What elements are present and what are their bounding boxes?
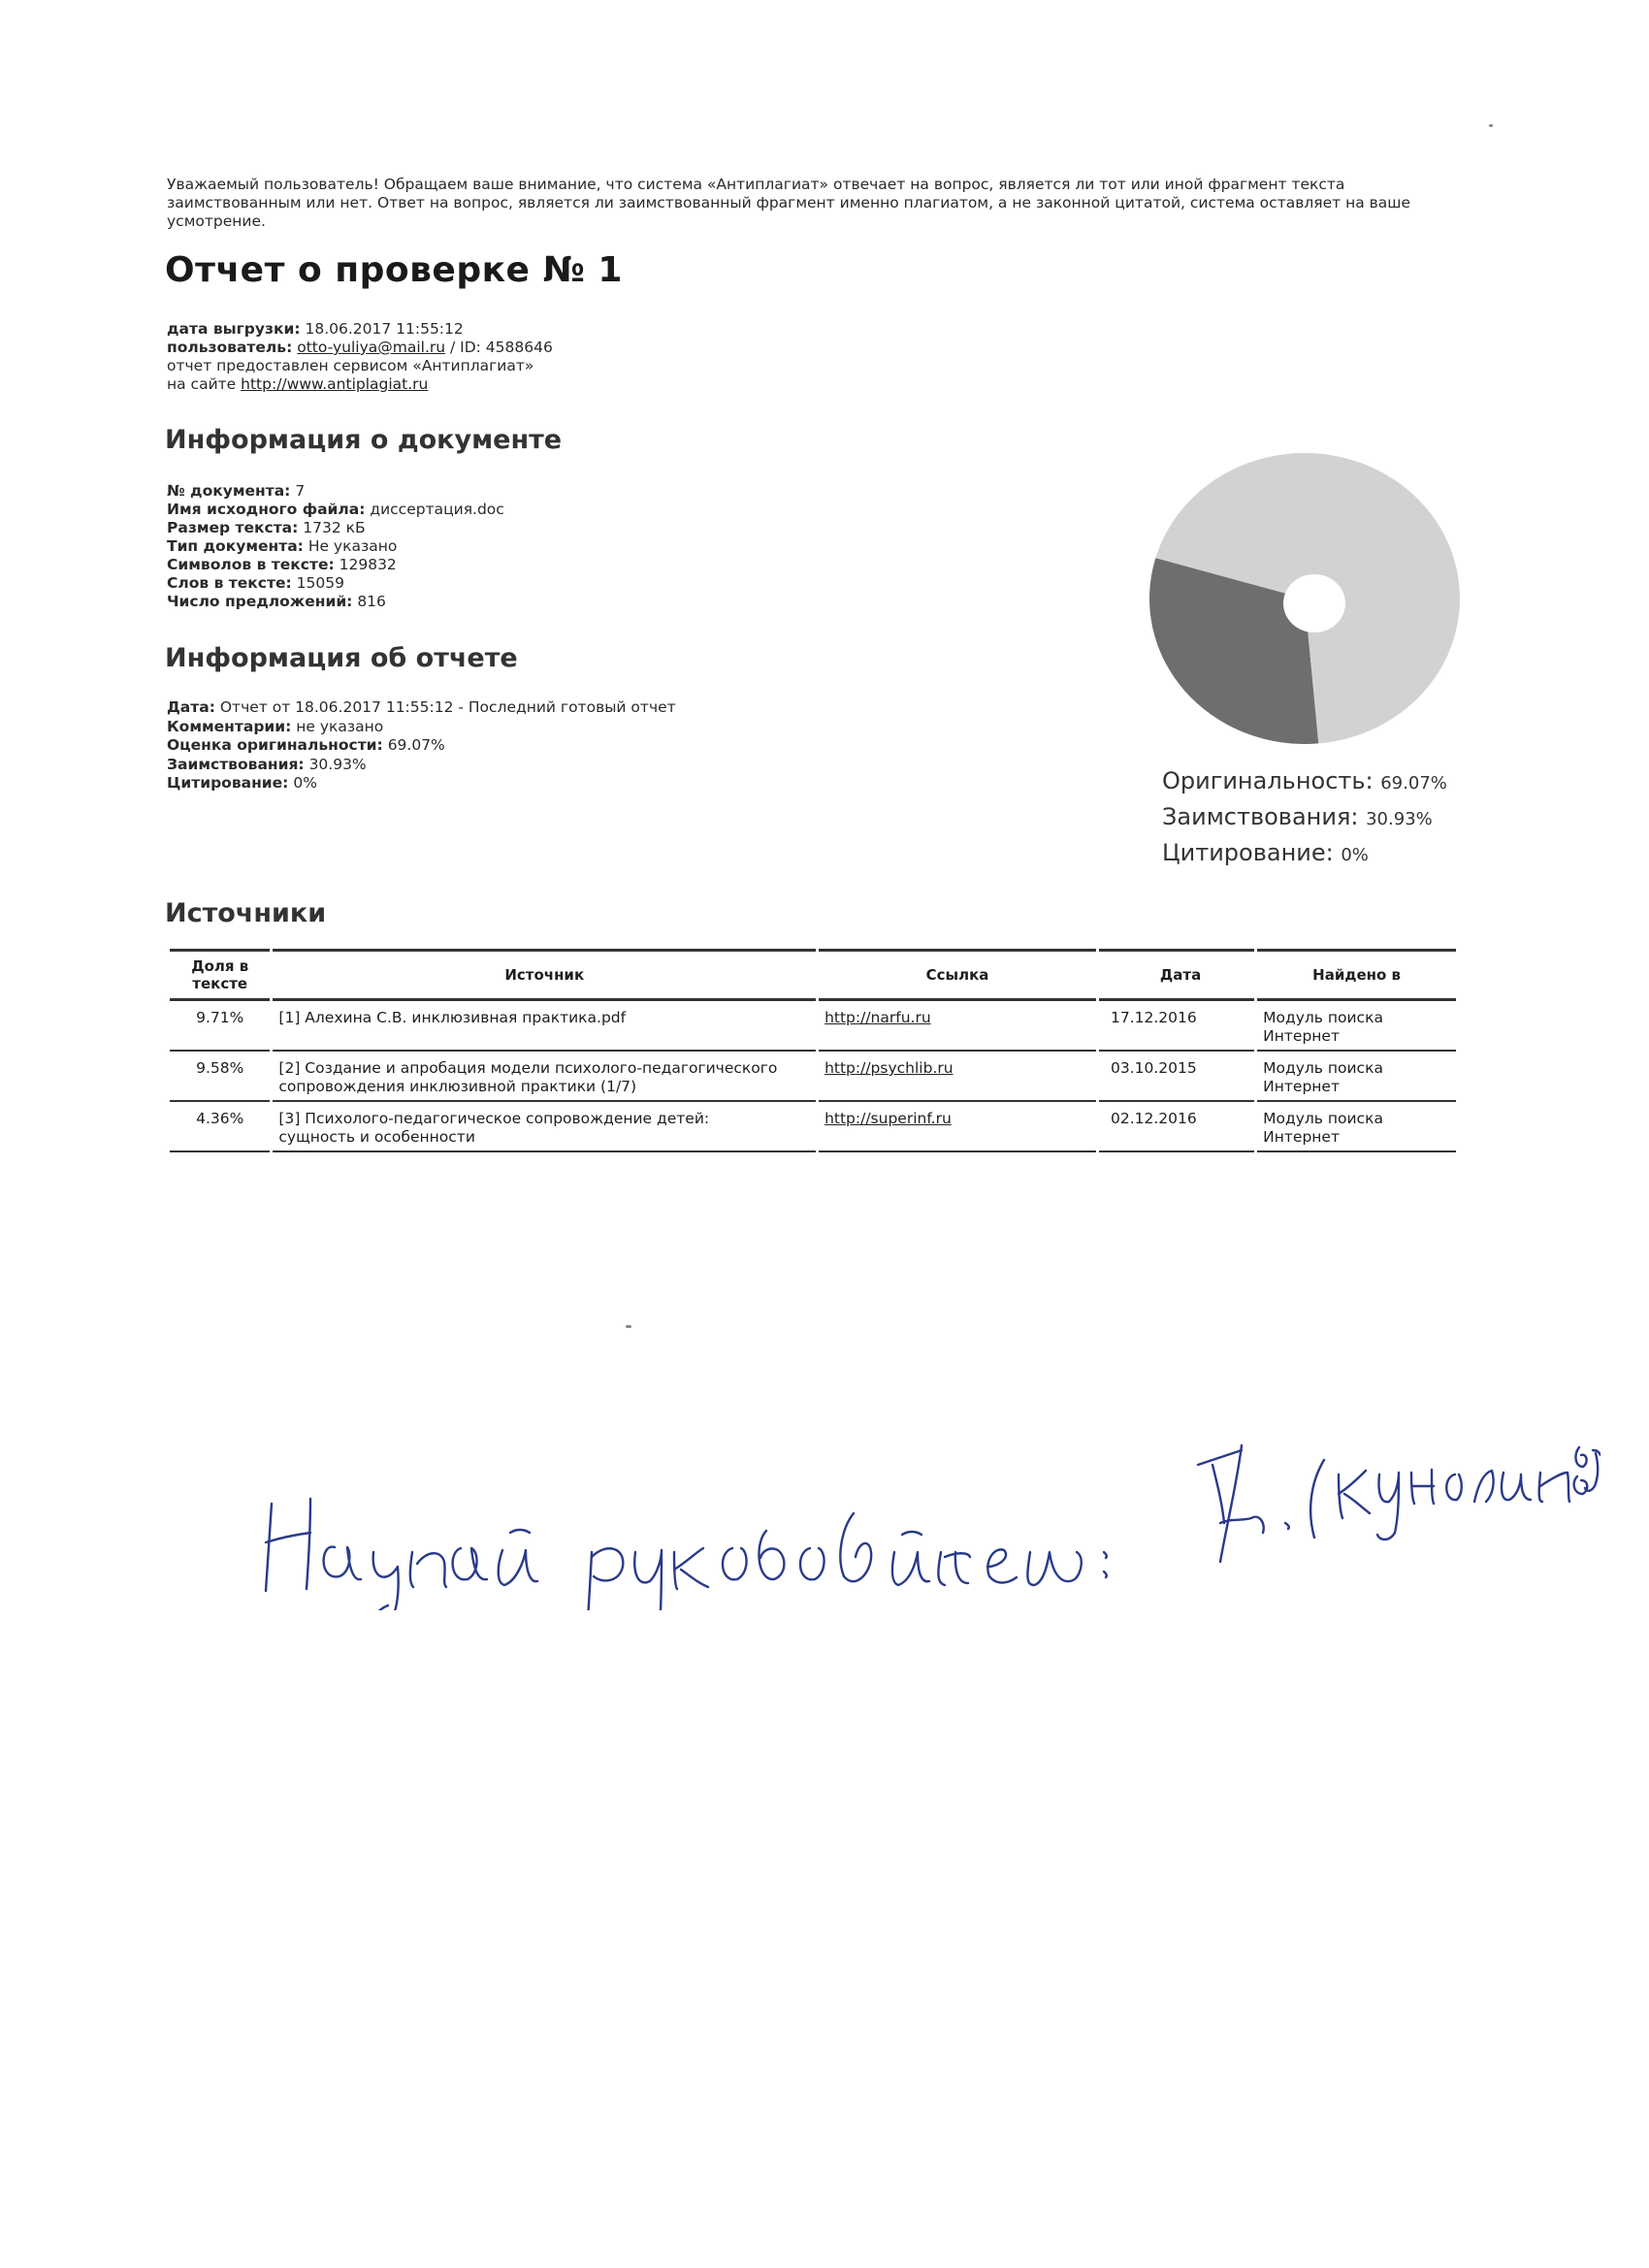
user-row (167, 339, 553, 357)
sources-table-body (170, 1001, 1456, 1152)
found-in-line-1: Модуль поиска (1263, 1059, 1383, 1077)
legend-value: 0% (1341, 845, 1369, 865)
document-info-label: Слов в тексте: (167, 574, 292, 592)
report-info-heading: Информация об отчете (165, 643, 518, 673)
document-info-value: 15059 (296, 574, 344, 592)
found-in-cell (1257, 1052, 1456, 1102)
column-header-share-line-2: тексте (192, 975, 248, 992)
link-cell (819, 1052, 1096, 1102)
handwritten-signature (242, 1358, 1600, 1610)
export-date-value: 18.06.2017 11:55:12 (305, 320, 464, 338)
legend-entry (1162, 764, 1447, 800)
disclaimer-line-2: заимствованным или нет. Ответ на вопрос, является ли заимствованный фрагмент именно плагиатом, а не законной цитатой, система оставляет на ваше (167, 194, 1410, 211)
export-date-row (167, 320, 553, 339)
source-cell (273, 1052, 816, 1102)
document-info-label: Символов в тексте: (167, 556, 335, 573)
report-info-label: Комментарии: (167, 717, 292, 735)
found-in-line-2: Интернет (1263, 1128, 1340, 1146)
column-header-found-in: Найдено в (1257, 949, 1456, 1001)
source-line-1: [2] Создание и апробация модели психолого-педагогического (278, 1059, 778, 1077)
report-info-value: не указано (296, 717, 384, 735)
document-info-value: Не указано (307, 537, 398, 555)
report-title: Отчет о проверке № 1 (165, 250, 623, 290)
document-info-list (167, 482, 504, 611)
column-header-date: Дата (1099, 949, 1254, 1001)
user-label: пользователь: (167, 339, 293, 356)
found-in-cell (1257, 1102, 1456, 1152)
column-header-link: Ссылка (819, 949, 1096, 1001)
table-row (170, 1052, 1456, 1102)
document-info-row (167, 593, 504, 611)
legend-label: Цитирование: (1162, 839, 1334, 866)
chart-legend (1162, 764, 1447, 872)
document-info-row (167, 537, 504, 556)
source-link[interactable]: http://psychlib.ru (824, 1059, 954, 1077)
sources-table (167, 949, 1459, 1152)
document-info-label: Размер текста: (167, 519, 299, 536)
scan-speck (626, 1325, 631, 1328)
source-line-1: [1] Алехина С.В. инклюзивная практика.pdf (278, 1009, 627, 1026)
share-cell: 9.58% (170, 1052, 270, 1102)
report-info-row (167, 774, 676, 794)
report-info-row (167, 756, 676, 775)
source-cell (273, 1102, 816, 1152)
pie-donut-hole (1283, 574, 1345, 632)
document-info-row (167, 556, 504, 574)
sources-heading: Источники (165, 898, 327, 928)
report-meta (167, 320, 553, 394)
document-info-row (167, 482, 504, 501)
report-info-row (167, 736, 676, 756)
link-cell (819, 1102, 1096, 1152)
document-info-value: 816 (357, 593, 386, 610)
share-cell: 9.71% (170, 1001, 270, 1052)
legend-label: Заимствования: (1162, 803, 1359, 830)
scan-speck (1489, 124, 1493, 127)
legend-value: 30.93% (1366, 809, 1433, 829)
document-info-label: Тип документа: (167, 537, 304, 555)
source-link[interactable]: http://superinf.ru (824, 1110, 952, 1127)
legend-value: 69.07% (1380, 773, 1447, 794)
table-row (170, 1102, 1456, 1152)
originality-pie-chart (1145, 448, 1465, 749)
legend-entry (1162, 836, 1447, 872)
document-info-value: 1732 кБ (303, 519, 366, 536)
disclaimer-line-3: усмотрение. (167, 212, 266, 230)
document-info-value: диссертация.doc (370, 501, 504, 518)
disclaimer-notice (167, 176, 1447, 231)
user-id: / ID: 4588646 (445, 339, 553, 356)
date-cell: 17.12.2016 (1099, 1001, 1254, 1052)
legend-label: Оригинальность: (1162, 767, 1374, 794)
site-link[interactable]: http://www.antiplagiat.ru (241, 375, 429, 393)
column-header-share-line-1: Доля в (191, 957, 249, 975)
report-info-row (167, 698, 676, 718)
source-cell (273, 1001, 816, 1052)
source-line-2: сопровождения инклюзивной практики (1/7) (278, 1078, 637, 1095)
report-info-value: 0% (293, 774, 317, 792)
column-header-share (170, 949, 270, 1001)
report-info-label: Цитирование: (167, 774, 289, 792)
report-info-label: Дата: (167, 698, 215, 716)
date-cell: 03.10.2015 (1099, 1052, 1254, 1102)
site-row (167, 375, 553, 394)
found-in-line-2: Интернет (1263, 1027, 1340, 1045)
sources-header-row (170, 949, 1456, 1001)
found-in-cell (1257, 1001, 1456, 1052)
document-info-row (167, 519, 504, 537)
found-in-line-2: Интернет (1263, 1078, 1340, 1095)
source-line-1: [3] Психолого-педагогическое сопровождение детей: (278, 1110, 710, 1127)
report-info-row (167, 718, 676, 737)
pie-chart-svg (1145, 448, 1465, 749)
date-cell: 02.12.2016 (1099, 1102, 1254, 1152)
document-info-heading: Информация о документе (165, 425, 563, 455)
document-info-value: 129832 (339, 556, 397, 573)
document-info-row (167, 574, 504, 593)
report-info-label: Оценка оригинальности: (167, 736, 383, 754)
document-info-label: Имя исходного файла: (167, 501, 366, 518)
link-cell (819, 1001, 1096, 1052)
service-line: отчет предоставлен сервисом «Антиплагиат» (167, 357, 534, 374)
document-info-value: 7 (295, 482, 306, 500)
report-info-value: Отчет от 18.06.2017 11:55:12 - Последний готовый отчет (219, 698, 676, 716)
disclaimer-line-1: Уважаемый пользователь! Обращаем ваше внимание, что система «Антиплагиат» отвечает на вопрос, является ли тот или иной фрагмент текста (167, 176, 1345, 193)
found-in-line-1: Модуль поиска (1263, 1009, 1383, 1026)
found-in-line-1: Модуль поиска (1263, 1110, 1383, 1127)
document-info-label: Число предложений: (167, 593, 353, 610)
report-info-label: Заимствования: (167, 755, 305, 773)
legend-entry (1162, 800, 1447, 836)
report-info-list (167, 698, 676, 794)
export-date-label: дата выгрузки: (167, 320, 301, 338)
report-info-value: 30.93% (308, 755, 367, 773)
document-info-row (167, 501, 504, 519)
document-info-label: № документа: (167, 482, 291, 500)
user-email-link[interactable]: otto-yuliya@mail.ru (297, 339, 446, 356)
source-link[interactable]: http://narfu.ru (824, 1009, 931, 1026)
report-info-value: 69.07% (387, 736, 445, 754)
share-cell: 4.36% (170, 1102, 270, 1152)
source-line-2: сущность и особенности (278, 1128, 475, 1146)
table-row (170, 1001, 1456, 1052)
column-header-source: Источник (273, 949, 816, 1001)
site-prefix: на сайте (167, 375, 242, 393)
